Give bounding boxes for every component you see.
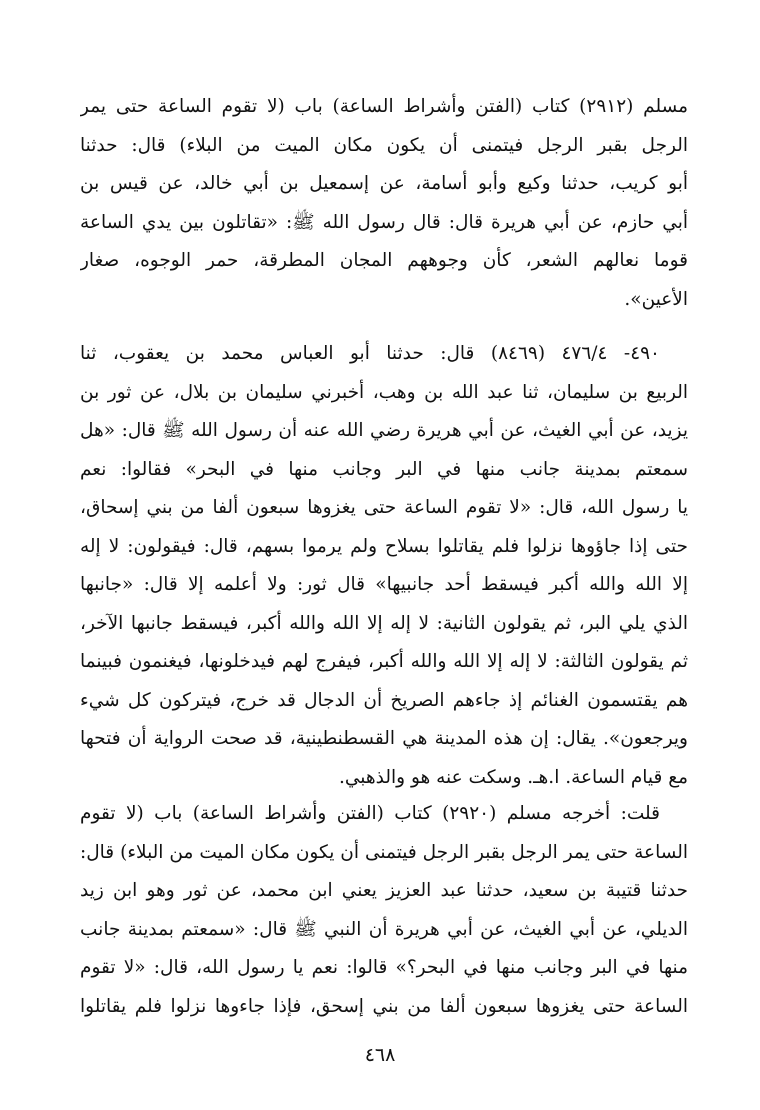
page-number: ٤٦٨: [364, 1044, 396, 1066]
text-line: يا رسول الله، قال: «لا تقوم الساعة حتى يغزوها سبعون ألفا من بني إسحاق،: [80, 497, 688, 518]
text-line: الساعة حتى يمر الرجل بقبر الرجل فيتمنى أن يكون مكان الميت من البلاء) قال:: [80, 841, 688, 863]
text-line: هم يقتسمون الغنائم إذ جاءهم الصريخ أن الدجال قد خرج، فيتركون كل شيء: [80, 689, 688, 711]
text-line: ثم يقولون الثالثة: لا إله إلا الله والله أكبر، فيفرج لهم فيدخلونها، فيغنمون فبينما: [80, 651, 688, 672]
text-line: أبي حازم، عن أبي هريرة قال: قال رسول الله ﷺ: «تقاتلون بين يدي الساعة: [80, 211, 688, 233]
text-line: الساعة حتى يغزوها سبعون ألفا من بني إسحق، فإذا جاءوها نزلوا فلم يقاتلوا: [80, 995, 688, 1017]
text-line: الذي يلي البر، ثم يقولون الثانية: لا إله إلا الله والله أكبر، فيسقط جانبها الآخر،: [80, 612, 688, 634]
text-line: أبو كريب، حدثنا وكيع وأبو أسامة، عن إسمعيل بن أبي خالد، عن قيس بن: [80, 173, 688, 194]
text-line: ويرجعون». يقال: إن هذه المدينة هي القسطنطينية، قد صحت الرواية أن فتحها: [80, 728, 688, 749]
text-line: منها في البر وجانب منها في البحر؟» قالوا: نعم يا رسول الله، قال: «لا تقوم: [80, 957, 688, 978]
paragraph-hadith-490: [80, 335, 688, 797]
text-line: الديلي، عن أبي الغيث، عن أبي هريرة أن النبي ﷺ قال: «سمعتم بمدينة جانب: [80, 918, 688, 940]
paragraph-commentary: [80, 795, 688, 1026]
text-line: الرجل بقبر الرجل فيتمنى أن يكون مكان الميت من البلاء) قال: حدثنا: [80, 134, 688, 156]
text-line: يزيد، عن أبي الغيث، عن أبي هريرة رضي الله عنه أن رسول الله ﷺ قال: «هل: [80, 420, 688, 441]
text-line: ٤٩٠- ٤٧٦/٤ (٨٤٦٩) قال: حدثنا أبو العباس محمد بن يعقوب، ثنا: [80, 343, 660, 364]
text-line: قلت: أخرجه مسلم (٢٩٢٠) كتاب (الفتن وأشراط الساعة) باب (لا تقوم: [80, 803, 660, 824]
text-line: سمعتم بمدينة جانب منها في البر وجانب منها في البحر» فقالوا: نعم: [80, 458, 688, 480]
text-line: حتى إذا جاؤوها نزلوا فلم يقاتلوا بسلاح ولم يرموا بسهم، قال: فيقولون: لا إله: [80, 535, 688, 557]
text-line: إلا الله والله أكبر فيسقط أحد جانبيها» قال ثور: ولا أعلمه إلا قال: «جانبها: [80, 574, 688, 595]
text-line: مع قيام الساعة. ا.هـ. وسكت عنه هو والذهبي.: [339, 766, 688, 788]
text-line: مسلم (٢٩١٢) كتاب (الفتن وأشراط الساعة) باب (لا تقوم الساعة حتى يمر: [80, 96, 688, 117]
text-line: الربيع بن سليمان، ثنا عبد الله بن وهب، أخبرني سليمان بن بلال، عن ثور بن: [80, 381, 688, 403]
text-line: الأعين».: [624, 288, 688, 310]
paragraph-continuation: [80, 88, 688, 319]
text-line: حدثنا قتيبة بن سعيد، حدثنا عبد العزيز يعني ابن محمد، عن ثور وهو ابن زيد: [80, 880, 688, 901]
text-line: قوما نعالهم الشعر، كأن وجوههم المجان المطرقة، حمر الوجوه، صغار: [80, 250, 688, 271]
